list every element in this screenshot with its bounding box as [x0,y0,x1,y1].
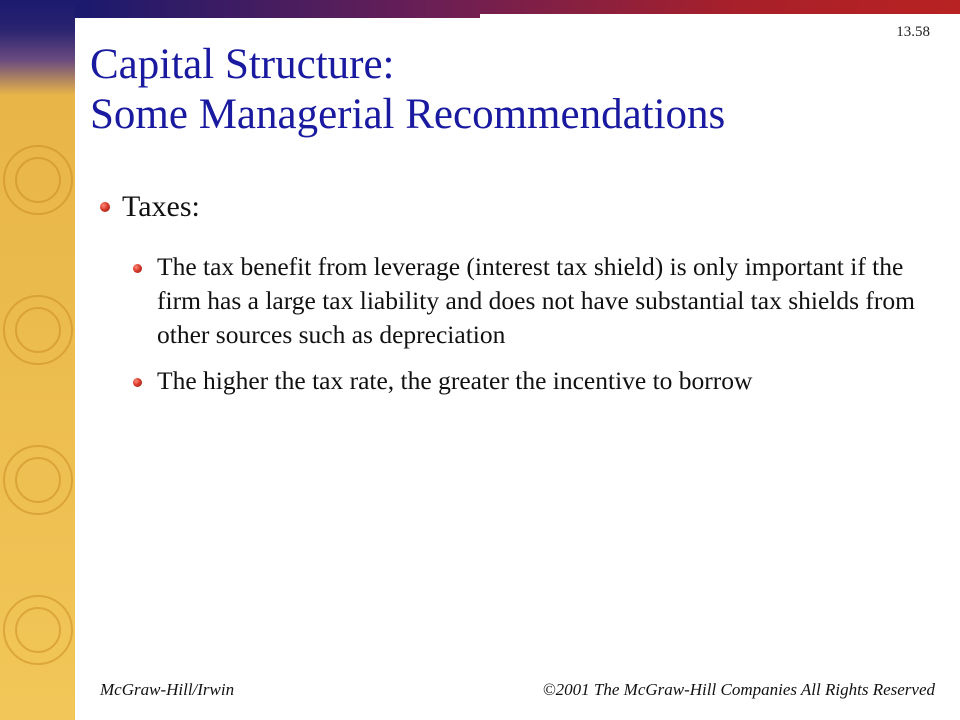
footer-publisher: McGraw-Hill/Irwin [100,680,235,699]
sub-bullet-dot-icon [133,264,142,273]
bullet-label: Taxes: [122,190,200,223]
title-line-2: Some Managerial Recommendations [90,91,726,138]
slide-number: 13.58 [896,24,930,40]
sub-bullet-text: The higher the tax rate, the greater the incentive to borrow [157,366,753,395]
globe-pattern-decoration [0,100,75,720]
slide-title [90,40,930,140]
title-line-1: Capital Structure: [90,41,395,88]
top-band-divider [480,14,960,18]
sub-bullet-item [133,250,933,352]
sub-bullet-text: The tax benefit from leverage (interest tax shield) is only important if the firm has a large tax liability and does not have substantial tax shields from other sources such as depreciation [157,252,915,349]
bullet-dot-icon [100,202,110,212]
sub-bullet-dot-icon [133,378,142,387]
sub-bullet-list [133,250,933,410]
bullet-taxes [100,190,200,224]
footer-copyright: ©2001 The McGraw-Hill Companies All Rights Reserved [542,680,935,699]
sub-bullet-item [133,364,933,398]
